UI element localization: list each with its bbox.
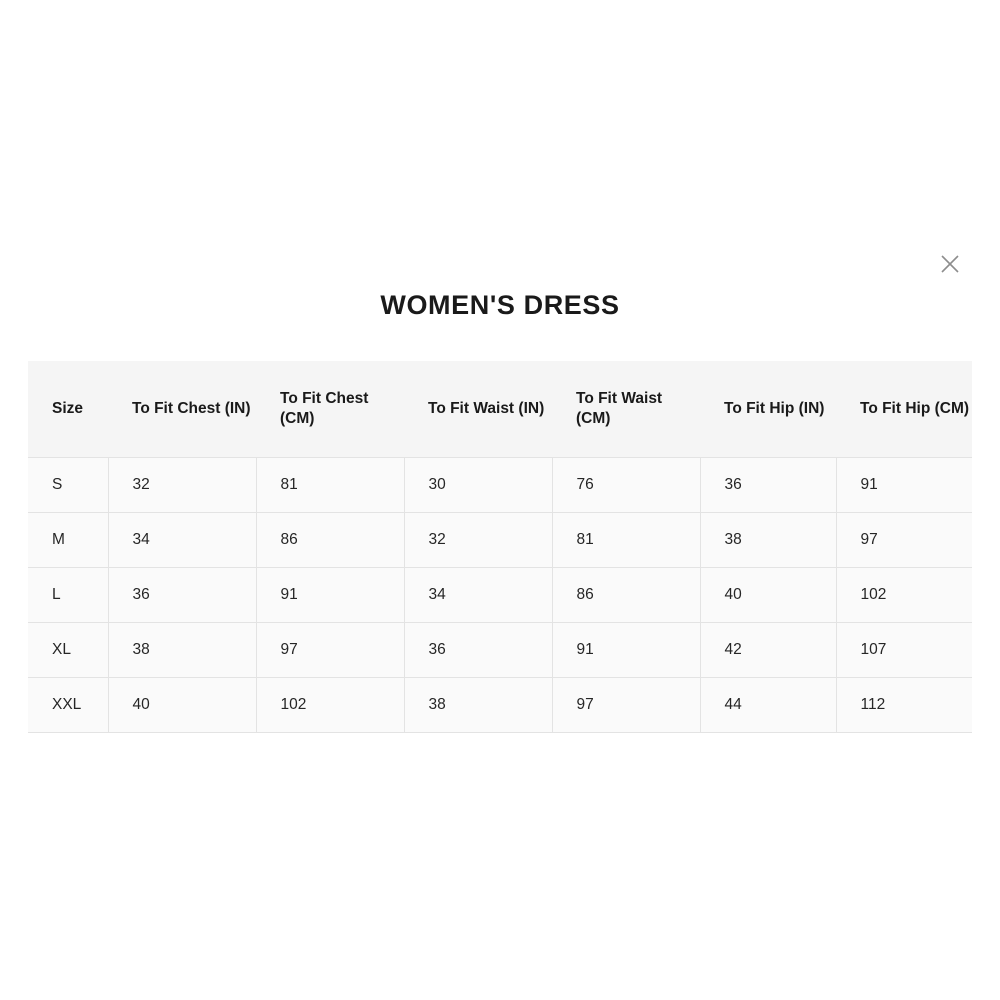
page-title: WOMEN'S DRESS (380, 290, 620, 320)
column-header-waist-in: To Fit Waist (IN) (404, 361, 552, 457)
cell-waist-cm: 97 (552, 677, 700, 732)
cell-waist-in: 30 (404, 457, 552, 512)
cell-waist-cm: 81 (552, 512, 700, 567)
cell-chest-in: 36 (108, 567, 256, 622)
column-header-waist-cm: To Fit Waist (CM) (552, 361, 700, 457)
close-button[interactable] (932, 246, 968, 282)
cell-hip-cm: 102 (836, 567, 972, 622)
column-header-chest-in: To Fit Chest (IN) (108, 361, 256, 457)
cell-chest-cm: 97 (256, 622, 404, 677)
cell-hip-cm: 97 (836, 512, 972, 567)
column-header-chest-cm: To Fit Chest (CM) (256, 361, 404, 457)
cell-waist-in: 38 (404, 677, 552, 732)
cell-hip-in: 36 (700, 457, 836, 512)
cell-chest-cm: 86 (256, 512, 404, 567)
cell-size: S (28, 457, 108, 512)
column-header-hip-in: To Fit Hip (IN) (700, 361, 836, 457)
cell-waist-in: 32 (404, 512, 552, 567)
table-row (28, 512, 972, 567)
table-row (28, 622, 972, 677)
cell-hip-in: 38 (700, 512, 836, 567)
table-header (28, 361, 972, 457)
cell-size: L (28, 567, 108, 622)
cell-chest-in: 40 (108, 677, 256, 732)
cell-waist-cm: 76 (552, 457, 700, 512)
cell-hip-cm: 107 (836, 622, 972, 677)
cell-size: XXL (28, 677, 108, 732)
cell-waist-in: 36 (404, 622, 552, 677)
cell-hip-in: 42 (700, 622, 836, 677)
cell-chest-cm: 91 (256, 567, 404, 622)
column-header-size: Size (28, 361, 108, 457)
cell-chest-in: 34 (108, 512, 256, 567)
table-row (28, 567, 972, 622)
close-icon (939, 253, 961, 275)
table-row (28, 677, 972, 732)
cell-chest-cm: 81 (256, 457, 404, 512)
cell-hip-in: 44 (700, 677, 836, 732)
table-row (28, 457, 972, 512)
cell-chest-in: 38 (108, 622, 256, 677)
cell-hip-in: 40 (700, 567, 836, 622)
cell-hip-cm: 112 (836, 677, 972, 732)
cell-size: XL (28, 622, 108, 677)
size-chart-table-wrapper (28, 361, 972, 733)
table-header-row (28, 361, 972, 457)
table-body (28, 457, 972, 732)
size-chart-table (28, 361, 972, 733)
cell-chest-cm: 102 (256, 677, 404, 732)
cell-waist-cm: 86 (552, 567, 700, 622)
cell-waist-in: 34 (404, 567, 552, 622)
cell-chest-in: 32 (108, 457, 256, 512)
cell-waist-cm: 91 (552, 622, 700, 677)
cell-hip-cm: 91 (836, 457, 972, 512)
column-header-hip-cm: To Fit Hip (CM) (836, 361, 972, 457)
cell-size: M (28, 512, 108, 567)
